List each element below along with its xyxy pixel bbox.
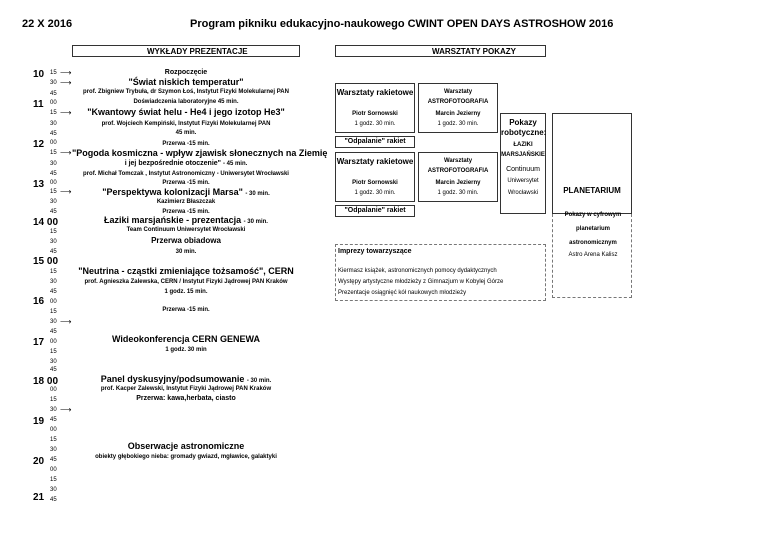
time-slot-2: 45 (50, 91, 57, 97)
time-slot-0: 15 (50, 70, 57, 76)
side-events (335, 244, 546, 301)
lecture-2-authors: prof. Wojciech Kempiński, Instytut Fizyki Molekularnej PAN (101, 121, 271, 127)
time-slot-6: 45 (50, 131, 57, 137)
time-slot-9: 30 (50, 161, 57, 167)
lecture-2-title: "Kwantowy świat helu - He4 i jego izotop He3" (87, 107, 285, 117)
time-slot-28: 45 (50, 367, 57, 373)
presentation-rovers-title: Łaziki marsjańskie - prezentacja (104, 215, 242, 225)
time-arrow-icon: ⟶ (60, 317, 72, 326)
time-slot-24: 45 (50, 329, 57, 335)
time-arrow-icon: ⟶ (60, 108, 72, 117)
lunch-duration: 30 min. (175, 249, 197, 255)
robotic-shows-org2: Uniwersytet (507, 178, 539, 184)
planetarium-extension (552, 214, 632, 298)
lecture-3-sub (72, 160, 300, 167)
lecture-2-duration: 45 min. (175, 130, 197, 136)
panel (72, 374, 300, 384)
time-slot-34: 15 (50, 437, 57, 443)
workshop-astrophoto-1-title: Warsztaty (443, 89, 473, 95)
time-slot-25: 00 (50, 339, 57, 345)
time-slot-37: 00 (50, 467, 57, 473)
workshop-astrophoto-1-duration: 1 godz. 30 min. (437, 121, 479, 127)
time-hour-11: 21 (33, 492, 45, 503)
time-slot-23: 30 (50, 319, 57, 325)
time-hour-2: 12 (33, 139, 45, 150)
planetarium-location: Astro Arena Kalisz (568, 252, 618, 258)
break-5: Przerwa: kawa,herbata, ciasto (136, 395, 236, 402)
time-hour-9: 19 (33, 416, 45, 427)
workshop-astrophoto-2 (418, 152, 498, 202)
lecture-5-duration: 1 godz. 15 min. (164, 289, 208, 295)
time-slot-12: 15 (50, 189, 57, 195)
panel-title: Panel dyskusyjny/podsumowanie (100, 374, 245, 384)
lectures-header-label: WYKŁADY PREZENTACJE (147, 47, 248, 56)
time-slot-38: 15 (50, 477, 57, 483)
lunch-break: Przerwa obiadowa (151, 236, 221, 245)
observations-title: Obserwacje astronomiczne (127, 441, 245, 451)
lecture-3-duration: - 45 min. (222, 161, 248, 167)
time-hour-0: 10 (33, 69, 45, 80)
side-events-item-1: Kiermasz książek, astronomicznych pomocy dydaktycznych (338, 268, 497, 274)
rocket-launch-2 (335, 205, 415, 217)
time-slot-39: 30 (50, 487, 57, 493)
robotic-shows-org1: Continuum (506, 166, 540, 173)
robotic-shows (500, 113, 546, 214)
workshop-astrophoto-1-sub: ASTROFOTOGRAFIA (427, 99, 489, 105)
break-2: Przerwa -15 min. (162, 180, 210, 186)
side-events-item-2: Występy artystyczne młodzieży z Gimnazjum w Kobylej Górze (338, 279, 504, 285)
workshop-astrophoto-2-sub: ASTROFOTOGRAFIA (427, 168, 489, 174)
workshop-rockets-2-person: Piotr Sornowski (352, 180, 398, 186)
lecture-1-title: "Świat niskich temperatur" (128, 77, 244, 87)
time-slot-20: 45 (50, 289, 57, 295)
time-slot-22: 15 (50, 309, 57, 315)
time-slot-5: 30 (50, 121, 57, 127)
lecture-4-author: Kazimierz Błaszczak (156, 199, 216, 205)
lecture-4-title: "Perspektywa kolonizacji Marsa" (102, 187, 243, 197)
time-arrow-icon: ⟶ (60, 187, 72, 196)
time-slot-8: 15 (50, 150, 57, 156)
presentation-rovers (72, 215, 300, 225)
workshop-rockets-1-title: Warsztaty rakietowe (336, 88, 414, 97)
workshops-header (335, 45, 546, 57)
time-arrow-icon: ⟶ (60, 78, 72, 87)
time-slot-26: 15 (50, 349, 57, 355)
workshop-rockets-2-title: Warsztaty rakietowe (336, 157, 414, 166)
side-events-title: Imprezy towarzyszące (338, 248, 412, 255)
planetarium-box (552, 113, 632, 214)
workshop-astrophoto-1-person: Marcin Jezierny (435, 111, 481, 117)
time-hour-6: 16 (33, 296, 45, 307)
videoconference-duration: 1 godz. 30 min (165, 347, 207, 353)
lecture-3-title: "Pogoda kosmiczna - wpływ zjawisk słonecznych na Ziemię (72, 148, 328, 158)
lecture-4-duration: - 30 min. (245, 191, 270, 197)
planetarium-desc: Pokazy w cyfrowym planetarium astronomicznym (564, 212, 622, 246)
time-slot-36: 45 (50, 457, 57, 463)
lectures-header (72, 45, 300, 57)
lecture-4 (72, 187, 300, 197)
workshops-header-label: WARSZTATY POKAZY (432, 47, 516, 56)
planetarium-title: PLANETARIUM (563, 186, 621, 195)
workshop-rockets-1 (335, 83, 415, 133)
time-arrow-icon: ⟶ (60, 68, 72, 77)
workshop-rockets-2 (335, 152, 415, 202)
opening: Rozpoczęcie (164, 69, 208, 76)
time-slot-30: 15 (50, 397, 57, 403)
workshop-astrophoto-2-title: Warsztaty (443, 158, 473, 164)
lecture-1-authors: prof. Zbigniew Trybuła, dr Szymon Łoś, Instytut Fizyki Molekularnej PAN (83, 89, 289, 95)
break-4: Przerwa -15 min. (162, 307, 210, 313)
time-slot-7: 00 (50, 140, 57, 146)
presentation-rovers-duration: - 30 min. (243, 219, 268, 225)
lecture-5-authors: prof. Agnieszka Zalewska, CERN / Instytut Fizyki Jądrowej PAN Kraków (84, 279, 288, 285)
time-slot-19: 30 (50, 279, 57, 285)
time-hour-4: 14 00 (33, 217, 59, 228)
time-arrow-icon: ⟶ (60, 148, 72, 157)
time-slot-21: 00 (50, 299, 57, 305)
time-hour-10: 20 (33, 456, 45, 467)
time-slot-33: 00 (50, 427, 57, 433)
time-slot-13: 30 (50, 199, 57, 205)
time-slot-14: 45 (50, 209, 57, 215)
rocket-launch-2-label: "Odpalanie" rakiet (344, 207, 406, 214)
workshop-rockets-1-duration: 1 godz. 30 min. (354, 121, 396, 127)
time-hour-5: 15 00 (33, 256, 59, 267)
robotic-shows-org3: Wrocławski (507, 190, 539, 196)
time-slot-32: 45 (50, 417, 57, 423)
date: 22 X 2016 (22, 18, 73, 30)
time-arrow-icon: ⟶ (60, 405, 72, 414)
robotic-shows-title: Pokazy robotyczne: (501, 118, 547, 137)
time-slot-4: 15 (50, 110, 57, 116)
workshop-astrophoto-2-person: Marcin Jezierny (435, 180, 481, 186)
workshop-astrophoto-2-duration: 1 godz. 30 min. (437, 190, 479, 196)
time-hour-1: 11 (33, 99, 44, 110)
time-slot-35: 30 (50, 447, 57, 453)
time-slot-27: 30 (50, 359, 57, 365)
break-1: Przerwa -15 min. (162, 141, 210, 147)
workshop-rockets-1-person: Piotr Sornowski (352, 111, 398, 117)
rocket-launch-1 (335, 136, 415, 148)
observations-sub: obiekty głębokiego nieba: gromady gwiazd, mgławice, galaktyki (95, 454, 277, 460)
time-slot-15: 15 (50, 229, 57, 235)
lecture-3-authors: prof. Michał Tomczak , Instytut Astronomiczny - Uniwersytet Wrocławski (83, 171, 289, 177)
lecture-3-sub-text: i jej bezpośrednie otoczenie" (124, 160, 221, 167)
time-slot-17: 45 (50, 249, 57, 255)
time-hour-3: 13 (33, 179, 45, 190)
workshop-rockets-2-duration: 1 godz. 30 min. (354, 190, 396, 196)
side-events-item-3: Prezentacje osiągnięć kół naukowych młodzieży (338, 290, 467, 296)
time-hour-7: 17 (33, 337, 45, 348)
time-hour-8: 18 00 (33, 376, 59, 387)
presentation-rovers-team: Team Continuum Uniwersytet Wrocławski (126, 227, 246, 233)
lecture-5-title: "Neutrina - cząstki zmieniające tożsamość", CERN (78, 266, 294, 276)
time-slot-31: 30 (50, 407, 57, 413)
time-slot-3: 00 (50, 100, 57, 106)
videoconference-title: Wideokonferencja CERN GENEWA (112, 334, 260, 344)
time-slot-11: 00 (50, 180, 57, 186)
time-slot-29: 00 (50, 387, 57, 393)
rocket-launch-1-label: "Odpalanie" rakiet (344, 138, 406, 145)
workshop-astrophoto-1 (418, 83, 498, 133)
time-slot-16: 30 (50, 239, 57, 245)
time-slot-10: 45 (50, 171, 57, 177)
break-3: Przerwa -15 min. (162, 209, 210, 215)
panel-duration: - 30 min. (246, 378, 272, 384)
time-slot-40: 45 (50, 497, 57, 503)
lecture-1-note: Doświadczenia laboratoryjne 45 min. (133, 99, 239, 105)
page-title: Program pikniku edukacyjno-naukowego CWINT OPEN DAYS ASTROSHOW 2016 (190, 18, 614, 30)
robotic-shows-sub: ŁAZIKI MARSJAŃSKIE (501, 142, 545, 158)
time-slot-18: 15 (50, 269, 57, 275)
panel-authors: prof. Kacper Zalewski, Instytut Fizyki Jądrowej PAN Kraków (100, 386, 272, 392)
time-slot-1: 30 (50, 80, 57, 86)
